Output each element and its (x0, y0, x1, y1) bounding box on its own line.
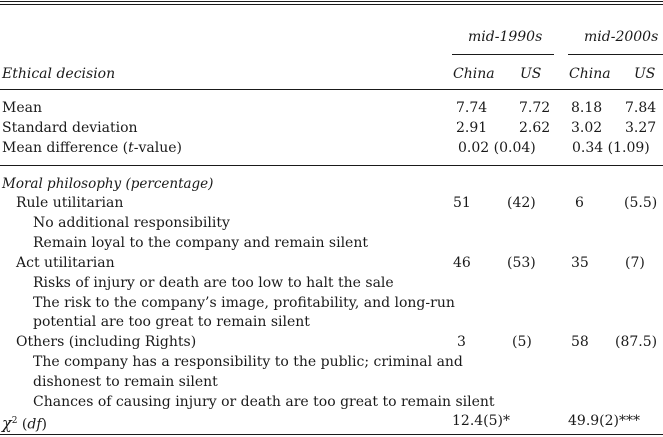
mean-diff-1990s: 0.02 (0.04) (458, 140, 536, 156)
section-title: Moral philosophy (percentage) (2, 176, 214, 192)
mean-diff-label-pre: Mean difference ( (2, 140, 129, 156)
others-china-2000s: 58 (571, 334, 589, 350)
act-util-china-2000s: 35 (571, 255, 589, 271)
act-util-china-1990s: 46 (453, 255, 471, 271)
period2-underline (568, 54, 663, 55)
act-util-us-2000s: (7) (625, 255, 645, 271)
others-item-1: The company has a responsibility to the public; criminal and (33, 354, 463, 370)
mean-label: Mean (2, 100, 42, 116)
mean-us-1990s: 7.72 (519, 100, 551, 116)
sd-china-2000s: 3.02 (571, 120, 603, 136)
chi-square-label: $\chi^2$ (df) (2, 413, 47, 433)
chi-superscript: 2 (11, 416, 18, 426)
period1-underline (452, 54, 554, 55)
mean-us-2000s: 7.84 (625, 100, 657, 116)
rule-util-us-2000s: (5.5) (624, 195, 658, 211)
rule-util-label: Rule utilitarian (16, 195, 124, 211)
others-china-1990s: 3 (457, 334, 466, 350)
bottom-rule (0, 434, 663, 435)
rule-util-china-2000s: 6 (575, 195, 584, 211)
others-us-2000s: (87.5) (615, 334, 658, 350)
top-rule-2 (0, 4, 663, 5)
col-header-china-2000s: China (569, 66, 611, 82)
mean-diff-label (2, 140, 182, 156)
mean-diff-label-t: t (128, 140, 134, 156)
col-header-us-1990s: US (520, 66, 542, 82)
rule-util-item-1: No additional responsibility (33, 215, 230, 231)
col-header-china-1990s: China (453, 66, 495, 82)
act-util-item-1: Risks of injury or death are too low to halt the sale (33, 275, 394, 291)
rule-util-us-1990s: (42) (507, 195, 536, 211)
mean-china-1990s: 7.74 (456, 100, 488, 116)
mean-diff-label-post: -value) (133, 140, 183, 156)
sd-us-2000s: 3.27 (625, 120, 657, 136)
mean-china-2000s: 8.18 (571, 100, 603, 116)
act-util-item-2: The risk to the company’s image, profitability, and long-run (33, 295, 455, 311)
row-label-header: Ethical decision (2, 66, 116, 82)
rule-util-item-2: Remain loyal to the company and remain silent (33, 235, 368, 251)
sd-label: Standard deviation (2, 120, 138, 136)
others-us-1990s: (5) (512, 334, 532, 350)
top-rule-1 (0, 1, 663, 2)
act-util-label: Act utilitarian (16, 255, 115, 271)
chi-square-2000s: 49.9(2)*** (568, 413, 641, 429)
act-util-item-3: potential are too great to remain silent (33, 314, 310, 330)
rule-util-china-1990s: 51 (453, 195, 471, 211)
section-rule (0, 165, 663, 166)
act-util-us-1990s: (53) (507, 255, 536, 271)
sd-us-1990s: 2.62 (519, 120, 551, 136)
col-header-us-2000s: US (634, 66, 656, 82)
sd-china-1990s: 2.91 (456, 120, 488, 136)
period1-header: mid-1990s (468, 29, 543, 45)
mean-diff-2000s: 0.34 (1.09) (572, 140, 650, 156)
others-label: Others (including Rights) (16, 334, 197, 350)
chi-square-1990s: 12.4(5)* (452, 413, 511, 429)
chi-df: df (27, 416, 42, 433)
chi-symbol: χ (2, 413, 12, 433)
others-item-2: dishonest to remain silent (33, 374, 218, 390)
header-rule (0, 89, 663, 90)
period2-header: mid-2000s (584, 29, 659, 45)
others-item-3: Chances of causing injury or death are too great to remain silent (33, 394, 495, 410)
